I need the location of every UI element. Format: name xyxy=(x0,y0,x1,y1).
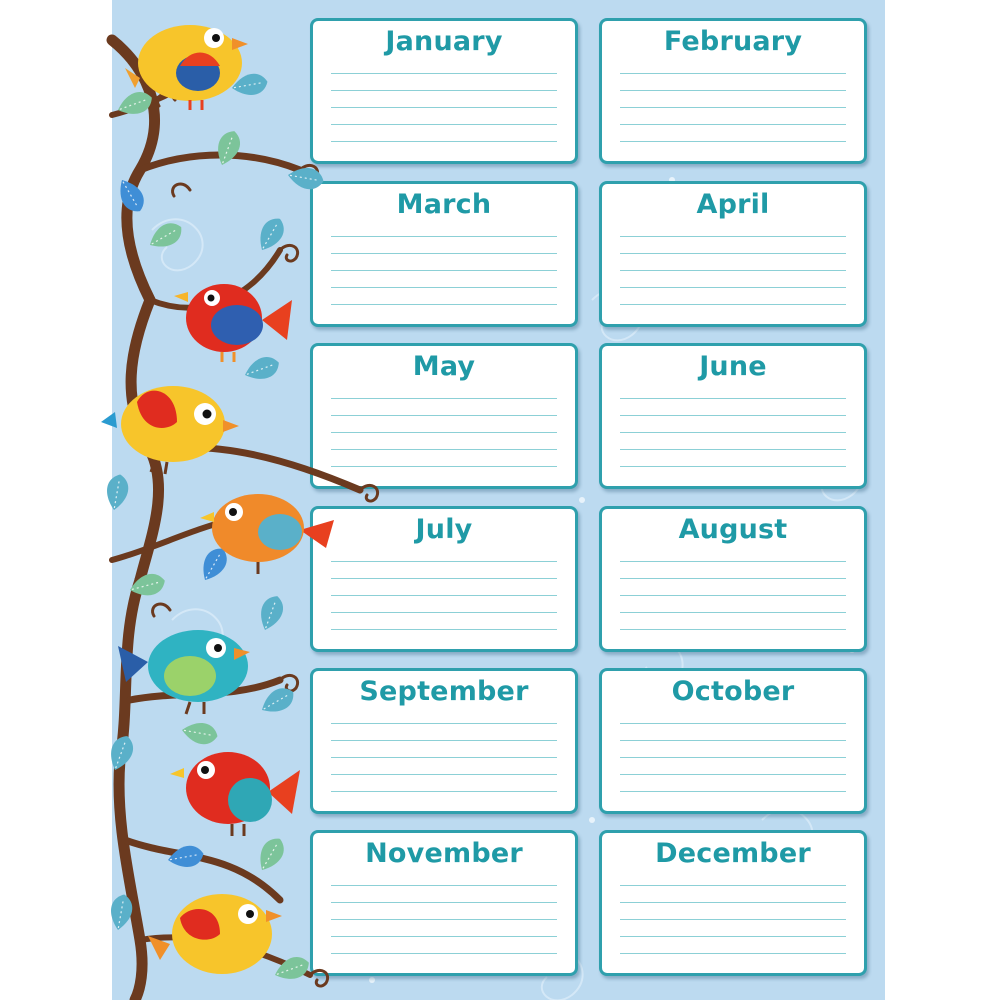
writing-lines xyxy=(620,885,846,970)
birthday-chart xyxy=(112,0,885,1000)
month-card-october xyxy=(599,668,867,814)
month-title: October xyxy=(671,676,795,707)
month-title: March xyxy=(396,189,492,220)
month-card-april xyxy=(599,181,867,327)
month-title: May xyxy=(412,351,476,382)
month-card-february xyxy=(599,18,867,164)
month-title: August xyxy=(678,514,788,545)
month-card-september xyxy=(310,668,578,814)
month-title: February xyxy=(663,26,803,57)
writing-lines xyxy=(620,561,846,646)
writing-lines xyxy=(331,723,557,808)
month-card-january xyxy=(310,18,578,164)
month-title: April xyxy=(696,189,770,220)
month-title: July xyxy=(415,514,473,545)
month-title: September xyxy=(359,676,529,707)
month-card-june xyxy=(599,343,867,489)
writing-lines xyxy=(331,398,557,483)
writing-lines xyxy=(331,73,557,158)
writing-lines xyxy=(620,236,846,321)
writing-lines xyxy=(331,561,557,646)
writing-lines xyxy=(331,885,557,970)
writing-lines xyxy=(331,236,557,321)
month-card-july xyxy=(310,506,578,652)
month-card-december xyxy=(599,830,867,976)
month-title: January xyxy=(385,26,503,57)
month-title: June xyxy=(699,351,767,382)
month-card-may xyxy=(310,343,578,489)
month-title: November xyxy=(365,838,523,869)
writing-lines xyxy=(620,723,846,808)
writing-lines xyxy=(620,73,846,158)
month-card-november xyxy=(310,830,578,976)
month-card-august xyxy=(599,506,867,652)
writing-lines xyxy=(620,398,846,483)
month-card-march xyxy=(310,181,578,327)
month-title: December xyxy=(655,838,811,869)
